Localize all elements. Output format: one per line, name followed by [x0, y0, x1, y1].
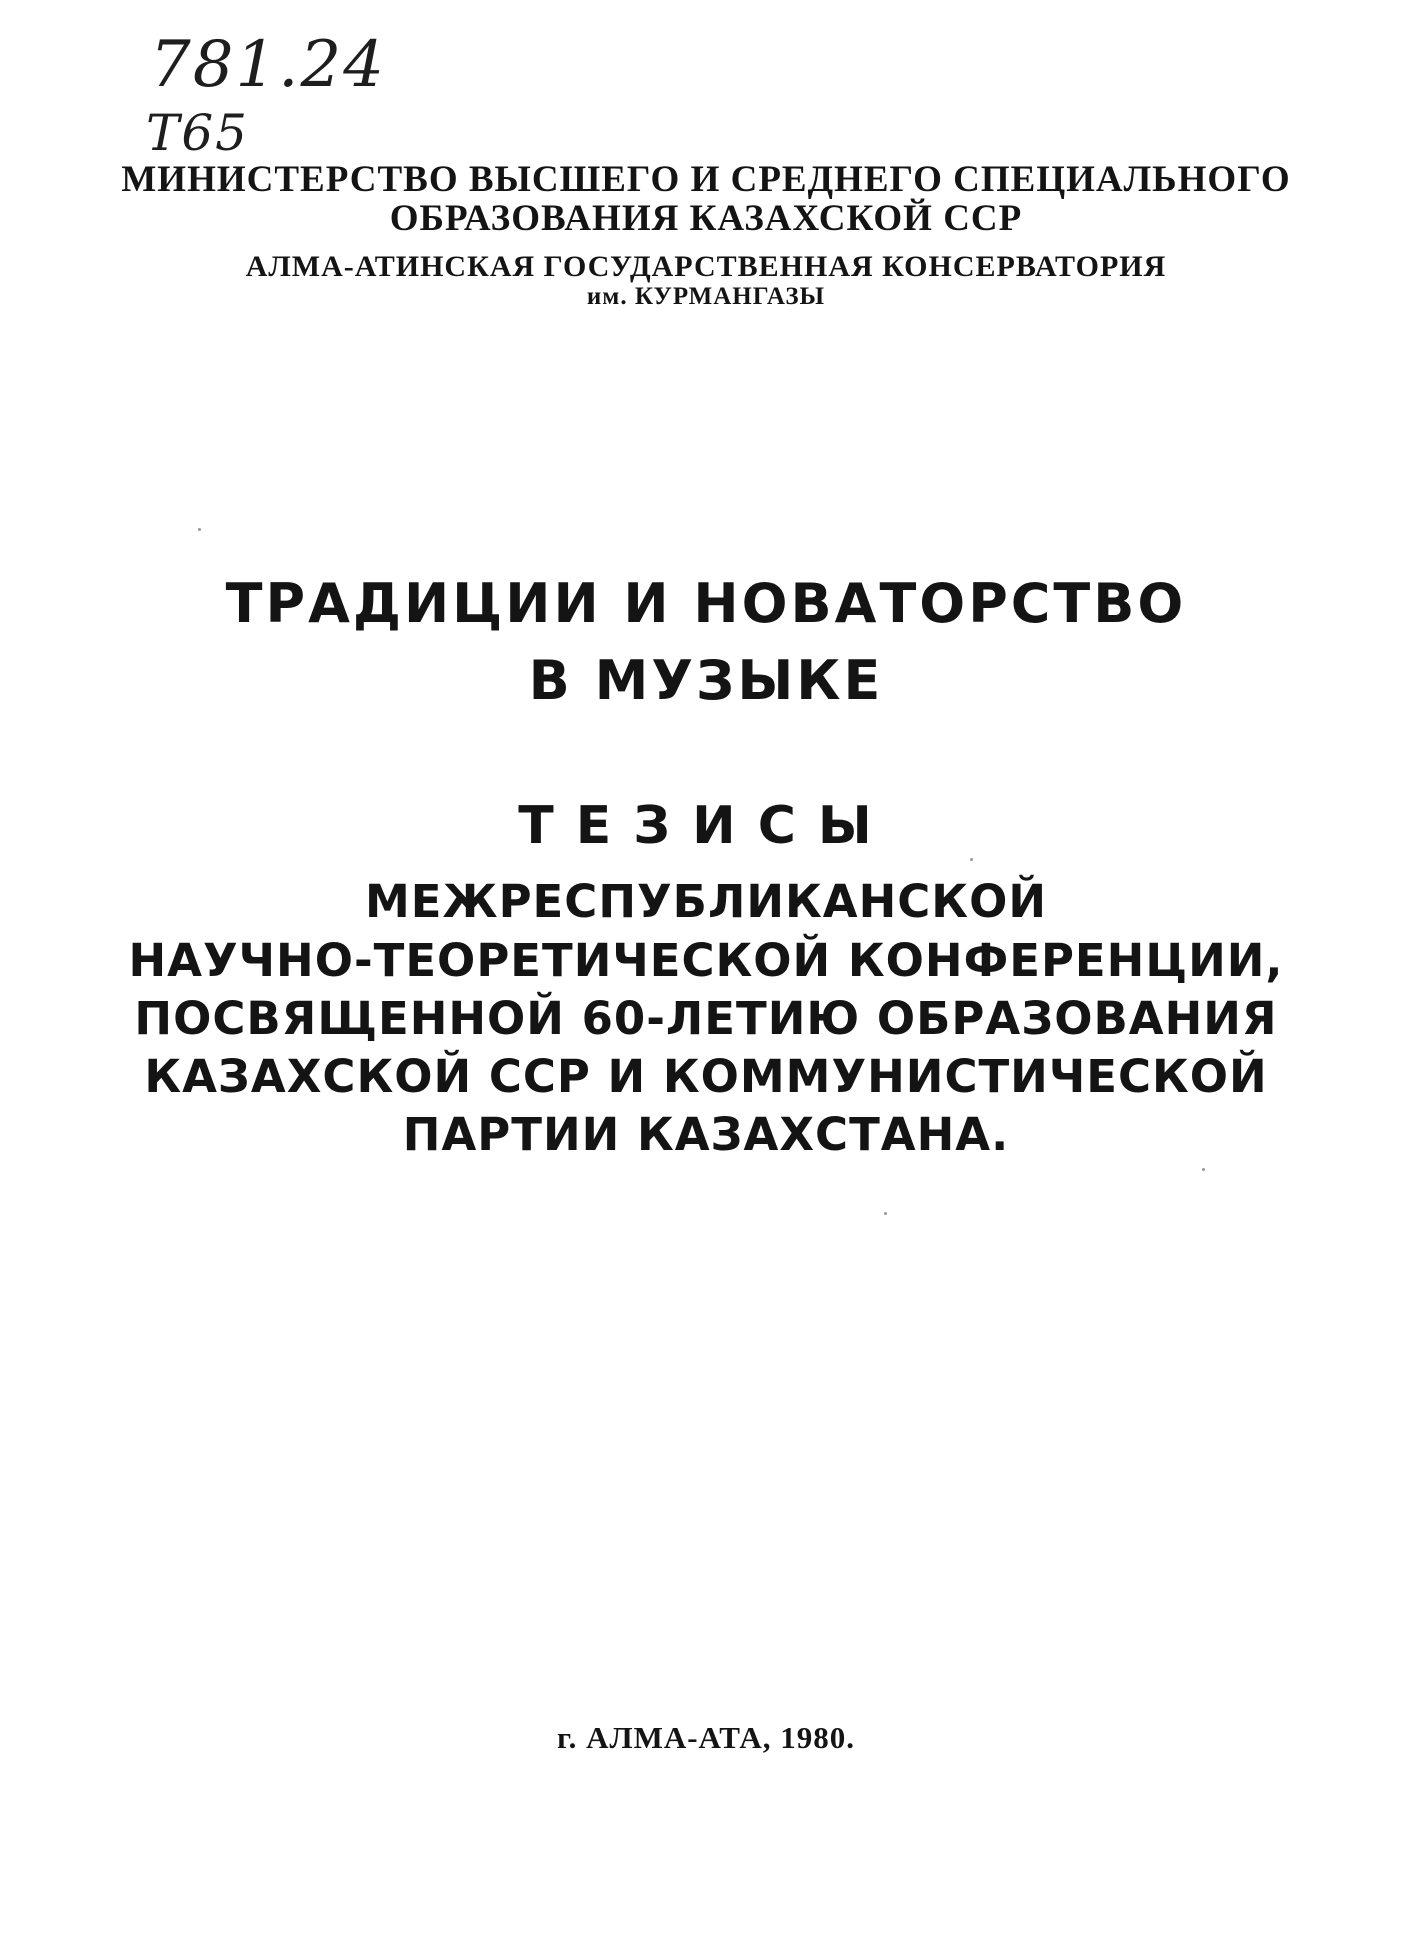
handwritten-author-mark: Т65 [146, 104, 249, 162]
imprint-place-year: г. АЛМА-АТА, 1980. [557, 1720, 855, 1755]
ministry-name-line-2: ОБРАЗОВАНИЯ КАЗАХСКОЙ ССР [389, 198, 1023, 239]
paper-speck [884, 1212, 887, 1215]
subtitle-line-3: ПОСВЯЩЕННОЙ 60-ЛЕТИЮ ОБРАЗОВАНИЯ [134, 992, 1278, 1045]
conservatory-name: АЛМА-АТИНСКАЯ ГОСУДАРСТВЕННАЯ КОНСЕРВАТОРИЯ [245, 250, 1167, 283]
subtitle-line-5: ПАРТИИ КАЗАХСТАНА. [402, 1108, 1010, 1161]
book-title-line-2: В МУЗЫКЕ [528, 649, 884, 712]
ministry-name-line-1: МИНИСТЕРСТВО ВЫСШЕГО И СРЕДНЕГО СПЕЦИАЛЬНОГО [121, 159, 1291, 200]
subtitle-line-1: МЕЖРЕСПУБЛИКАНСКОЙ [364, 875, 1048, 928]
subtitle-line-4: КАЗАХСКОЙ ССР И КОММУНИСТИЧЕСКОЙ [144, 1050, 1268, 1103]
handwritten-classification-code: 781.24 [150, 28, 386, 102]
theses-label: ТЕЗИСЫ [518, 796, 894, 856]
conservatory-honoree: им. КУРМАНГАЗЫ [586, 283, 826, 310]
paper-speck [1202, 1168, 1205, 1171]
paper-speck [970, 858, 973, 861]
book-title-line-1: ТРАДИЦИИ И НОВАТОРСТВО [225, 572, 1187, 635]
paper-speck [198, 528, 201, 531]
subtitle-line-2: НАУЧНО-ТЕОРЕТИЧЕСКОЙ КОНФЕРЕНЦИИ, [128, 934, 1284, 987]
